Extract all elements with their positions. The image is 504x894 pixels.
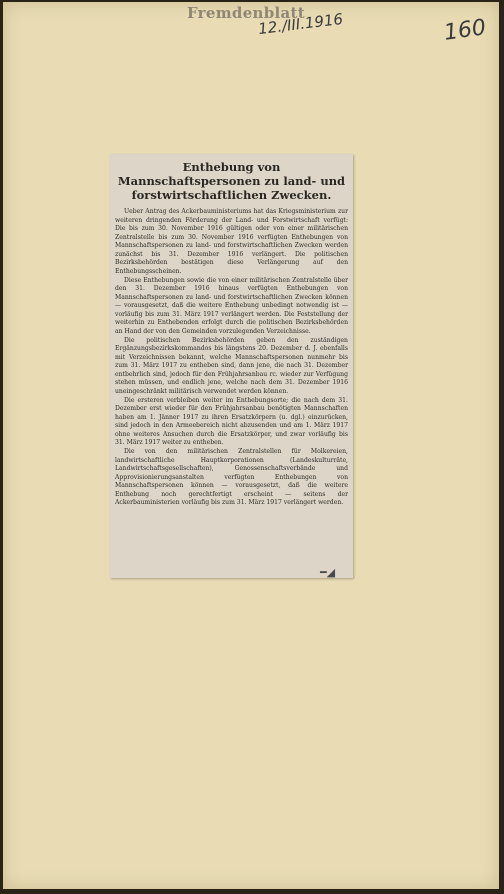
article-headline: Enthebung von Mannschaftspersonen zu land- und forstwirtschaftlichen Zwecken.	[117, 160, 346, 202]
article-paragraph: Die von den militärischen Zentralstellen für Molkereien, landwirtschaftliche Hauptkorporationen (Landeskulturräte, Landwirtschaftsgesellschaften), Genossenschaftsverbände und Approvisionierungsanstalten verfügten Enthebungen von Mannschaftspersonen können — vorausgesetzt, daß die weitere Enthebung noch gerechtfertigt erscheint — seitens der Ackerbauministerien vorläufig bis zum 31. März 1917 verlängert werden.	[115, 448, 348, 506]
article-paragraph: Ueber Antrag des Ackerbauministeriums hat das Kriegsministerium zur weiteren dringenden Förderung der Land- und Forstwirtschaft verfügt: Die bis zum 30. November 1916 gültigen oder von einer militärischen Zentralstelle bis zum 30. November 1916 verfügten Enthebungen von Mannschaftspersonen zu land- und forstwirtschaftlichen Zwecken werden zunächst bis 31. Dezember 1916 verlängert. Die politischen Bezirksbehörden bestätigen diese Verlängerung auf den Enthebungsscheinen.	[115, 208, 348, 275]
handwritten-date: 12./III.1916	[257, 9, 344, 39]
newspaper-clipping	[110, 154, 353, 578]
article-paragraph: Die politischen Bezirksbehörden geben den zuständigen Ergänzungsbezirkskommandos bis längstens 20. Dezember d. J. ebenfalls mit Verzeichnissen bekannt, welche Mannschaftspersonen nunmehr bis zum 31. März 1917 zu entheben sind, dann jene, die nach 31. Dezember entbehrlich sind, jedoch für den Frühjahrsanbau rc. wieder zur Verfügung stehen müssen, und endlich jene, welche nach dem 31. Dezember 1916 uneingeschränkt militärisch verwendet werden können.	[115, 336, 348, 395]
article-paragraph: Die ersteren verbleiben weiter im Enthebungsorte; die nach dem 31. Dezember erst wieder für den Frühjahrsanbau benötigten Mannschaften haben am 1. Jänner 1917 zu ihren Ersatzkörpern (u. dgl.) einzurücken, sind jedoch in den Armeebereich nicht abzusenden und am 1. März 1917 ohne weiteres Ansuchen durch die Ersatzkörper, und zwar vorläufig bis 31. März 1917 weiter zu entheben.	[115, 396, 348, 446]
handwritten-page-number: 160	[442, 15, 488, 46]
newspaper-masthead: Fremdenblatt	[187, 4, 306, 22]
pencil-mark-icon: ━◢	[320, 566, 336, 579]
article-paragraph: Diese Enthebungen sowie die von einer militärischen Zentralstelle über den 31. Dezember 1916 hinaus verfügten Enthebungen von Mannschaftspersonen zu land- und forstwirtschaftlichen Zwecken können — vorausgesetzt, daß die weitere Enthebung unbedingt notwendig ist — vorläufig bis zum 31. März 1917 verlängert werden. Die Feststellung der weiterhin zu Enthebenden erfolgt durch die politischen Bezirksbehörden an Hand der von den Gemeinden vorzulegenden Verzeichnisse.	[115, 276, 348, 335]
archive-sheet	[3, 2, 499, 889]
